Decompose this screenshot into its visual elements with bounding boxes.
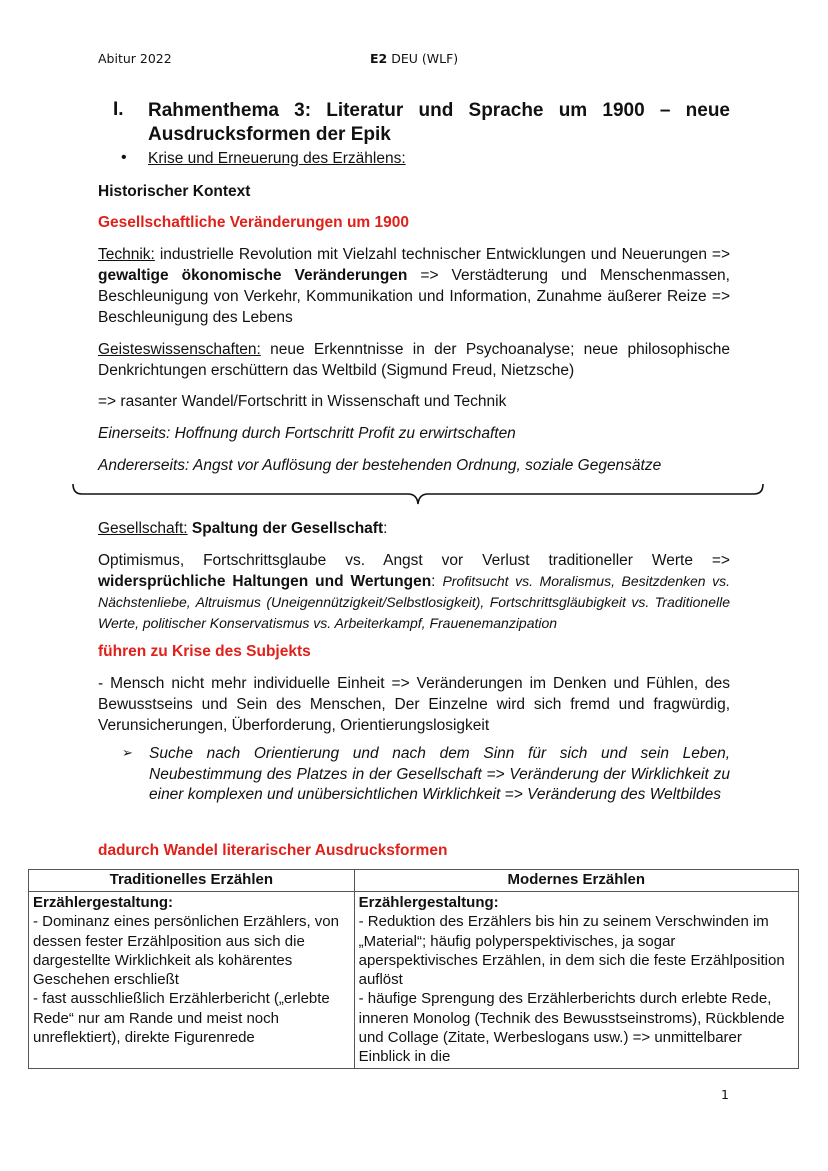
header-center — [370, 51, 458, 66]
gesellschaft-end: : — [383, 520, 388, 537]
title-number: I. — [113, 99, 124, 120]
gesellschaft-bold: Spaltung der Gesellschaft — [187, 520, 384, 537]
mensch-paragraph: - Mensch nicht mehr individuelle Einheit => Veränderungen im Denken und Fühlen, des Bewusstseins und Sein des Menschen, Der Einzelne wird sich fremd und fragwürdig, Verunsicherungen, Überforderung, Orientierungslosigkeit — [98, 675, 730, 734]
cell-title-traditional: Erzählergestaltung: — [33, 894, 174, 911]
table-header-modern: Modernes Erzählen — [354, 870, 798, 892]
geist-text: neue Erkenntnisse in der Psychoanalyse; neue philosophische Denkrichtungen erschüttern das Weltbild (Sigmund Freud, Nietzsche) — [98, 341, 730, 379]
gesellschaft-label: Gesellschaft: — [98, 520, 188, 537]
page-title: Rahmenthema 3: Literatur und Sprache um 1900 – neue Ausdrucksformen der Epik — [148, 100, 730, 145]
arrow-bullet-icon: ➢ — [122, 745, 133, 760]
section-heading-crisis: führen zu Krise des Subjekts — [98, 643, 311, 660]
optimismus-italic: Profitsucht vs. Moralismus, Besitzdenken vs. Nächstenliebe, Altruismus (Uneigennützigkeit/Selbstlosigkeit), Fortschrittsgläubigkeit vs. Traditionelle Werte, politischer Konservatismus vs. Arbeiterkampf, Frauenemanzipation — [98, 573, 730, 631]
header-left: Abitur 2022 — [98, 51, 172, 66]
brace-icon — [72, 482, 768, 508]
optimismus-text-1: Optimismus, Fortschrittsglaube vs. Angst vor Verlust traditioneller Werte => — [98, 552, 730, 569]
technik-label: Technik: — [98, 246, 155, 263]
header-center-bold: E2 — [370, 51, 388, 66]
section-heading-changes: Gesellschaftliche Veränderungen um 1900 — [98, 214, 409, 231]
technik-bold: gewaltige ökonomische Veränderungen — [98, 267, 408, 284]
cell-text-traditional: - Dominanz eines persönlichen Erzählers, von dessen fester Erzählposition aus sich die dargestellte Wirklichkeit als kohärentes Geschehen erschließt - fast ausschließlich Erzählerbericht („erlebte Rede“ nur am Rande und meist noch unreflektiert), direkte Figurenrede — [33, 913, 339, 1047]
wandel-line: => rasanter Wandel/Fortschritt in Wissenschaft und Technik — [98, 393, 507, 410]
page-number: 1 — [721, 1087, 729, 1102]
technik-text-1: industrielle Revolution mit Vielzahl technischer Entwicklungen und Neuerungen => — [154, 246, 730, 263]
header-center-rest: DEU (WLF) — [387, 51, 459, 66]
geist-paragraph — [98, 339, 730, 381]
technik-paragraph — [98, 244, 730, 328]
bullet-text: Krise und Erneuerung des Erzählens: — [148, 150, 406, 167]
bullet-icon: • — [121, 149, 127, 166]
optimismus-text-2: : — [431, 573, 443, 590]
gesellschaft-line — [98, 518, 730, 539]
table-header-traditional: Traditionelles Erzählen — [29, 870, 355, 892]
andererseits-line: Andererseits: Angst vor Auflösung der bestehenden Ordnung, soziale Gegensätze — [98, 457, 662, 474]
cell-title-modern: Erzählergestaltung: — [358, 894, 499, 911]
section-heading-forms: dadurch Wandel literarischer Ausdrucksformen — [98, 842, 448, 859]
historical-context-heading: Historischer Kontext — [98, 183, 251, 200]
suche-paragraph: Suche nach Orientierung und nach dem Sinn für sich und sein Leben, Neubestimmung des Platzes in der Gesellschaft => Veränderung der Wirklichkeit zu einer komplexen und unübersichtlichen Wirklichkeit => Veränderung des Weltbildes — [149, 745, 730, 803]
optimismus-bold: widersprüchliche Haltungen und Wertungen — [98, 573, 432, 590]
comparison-table — [28, 869, 799, 1069]
geist-label: Geisteswissenschaften: — [98, 341, 261, 358]
optimismus-paragraph — [98, 550, 730, 634]
einerseits-line: Einerseits: Hoffnung durch Fortschritt Profit zu erwirtschaften — [98, 425, 516, 442]
table-cell-modern — [354, 892, 798, 1069]
table-cell-traditional — [29, 892, 355, 1069]
technik-text-2: => Verstädterung und Menschenmassen, Beschleunigung von Verkehr, Kommunikation und Information, Zunahme äußerer Reize => Beschleunigung des Lebens — [98, 267, 730, 326]
cell-text-modern: - Reduktion des Erzählers bis hin zu seinem Verschwinden im „Material“; häufig polyperspektivisches, ja sogar aperspektivisches Erzählen, in dem sich die feste Erzählposition auflöst - häufige Sprengung des Erzählerberichts durch erlebte Rede, inneren Monolog (Technik des Bewusstseinstroms), Rückblende und Collage (Zitate, Werbeslogans usw.) => unmittelbarer Einblick in die — [358, 913, 785, 1066]
